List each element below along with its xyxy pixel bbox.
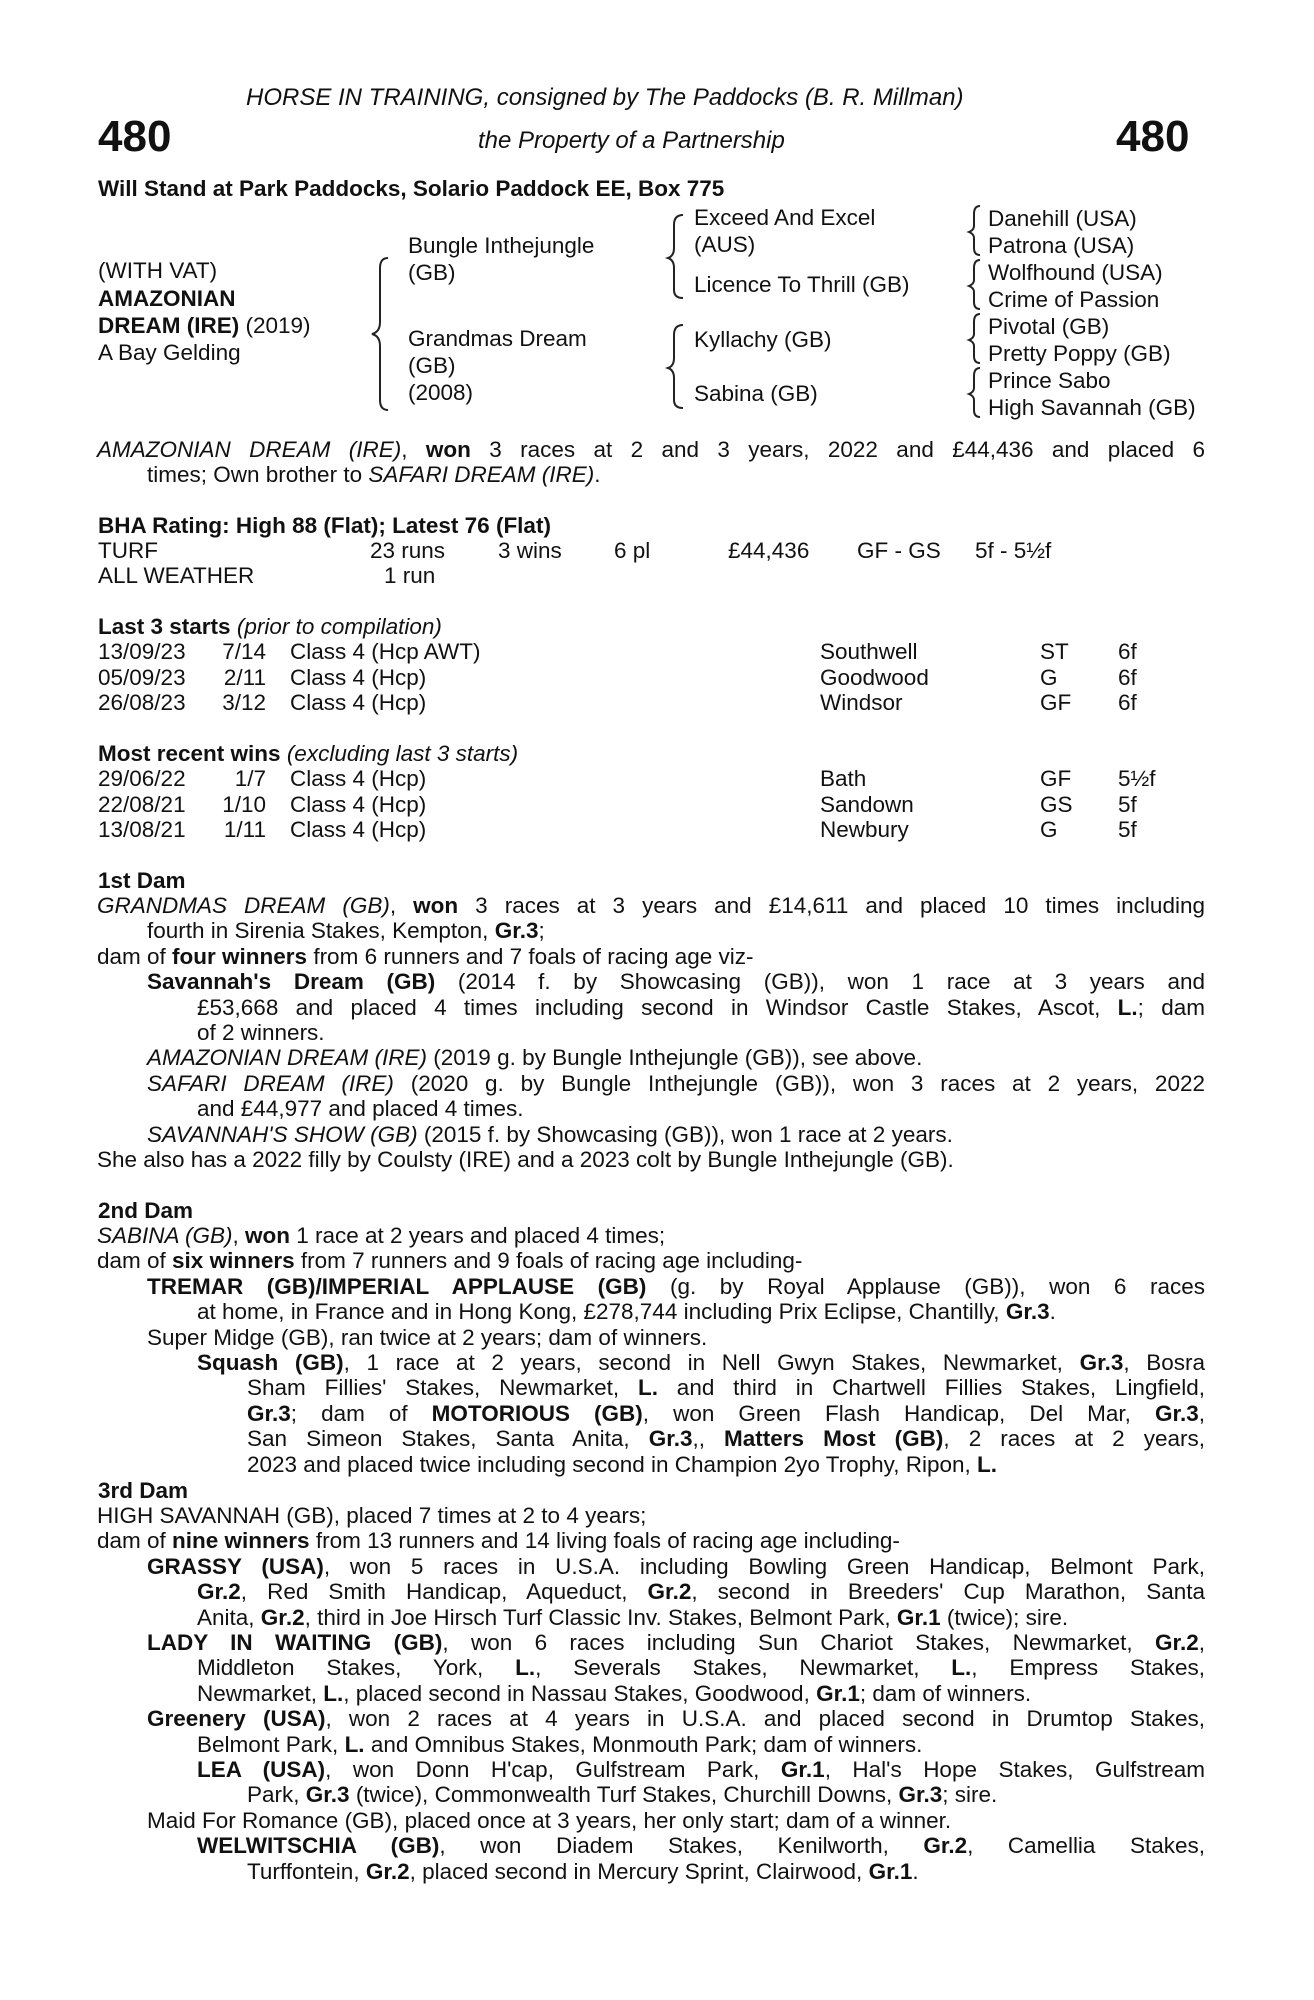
lw-2c: , Empress Stakes, xyxy=(971,1655,1205,1681)
turf-prize: £44,436 xyxy=(728,538,810,563)
dam-name-l2: (GB) xyxy=(408,353,456,378)
progeny1-listed: L. xyxy=(1117,994,1138,1020)
last-start-cls: Class 4 (Hcp) xyxy=(290,690,427,715)
lot-number-left: 480 xyxy=(98,112,172,161)
dam1-text: 3 races at 3 years and £14,611 and placed 10 times including xyxy=(458,893,1205,918)
squash-4b: ,, xyxy=(692,1426,725,1452)
progeny-savannahs-dream: Savannah's Dream (GB) xyxy=(147,969,436,995)
w-2gr: Gr.2 xyxy=(365,1858,410,1884)
squash-4a: San Simeon Stakes, Santa Anita, xyxy=(247,1426,649,1452)
w-1b: , Camellia Stakes, xyxy=(967,1833,1205,1859)
dam2-line2c: from 7 runners and 9 foals of racing age including- xyxy=(294,1248,803,1274)
ancestor-6: Pretty Poppy (GB) xyxy=(988,341,1171,366)
brace-g1 xyxy=(969,206,980,255)
lw-2b: , Severals Stakes, Newmarket, xyxy=(535,1655,952,1681)
grassy-3a: Anita, xyxy=(197,1604,261,1630)
w-1gr: Gr.2 xyxy=(923,1833,968,1859)
turf-wins: 3 wins xyxy=(498,538,562,563)
progeny-maid-for-romance: Maid For Romance (GB), placed once at 3 years, her only start; dam of a winner. xyxy=(147,1807,952,1833)
lea-2a: Park, xyxy=(247,1782,306,1808)
second-dam-title: 2nd Dam xyxy=(98,1198,194,1223)
recent-win-course: Sandown xyxy=(820,791,914,817)
sire-name-l1: Bungle Inthejungle xyxy=(408,233,595,258)
last-start-cls: Class 4 (Hcp AWT) xyxy=(290,639,481,664)
last-start-course: Windsor xyxy=(820,690,903,715)
progeny1-text-a: (2014 f. by Showcasing (GB)), won 1 race at 3 years and xyxy=(435,969,1205,995)
lea-2gr: Gr.3 xyxy=(305,1782,350,1808)
lw-2l: L. xyxy=(515,1655,536,1681)
dam3-winners: nine winners xyxy=(172,1528,310,1554)
last-start-dist: 6f xyxy=(1118,664,1137,690)
last-start-date: 13/09/23 xyxy=(98,639,186,664)
brace-main xyxy=(372,258,388,410)
dam2-name: SABINA (GB) xyxy=(97,1223,233,1248)
last-start-dist: 6f xyxy=(1118,639,1137,664)
grassy-2b: , second in Breeders' Cup Marathon, Santa xyxy=(691,1579,1205,1605)
squash-4gr: Gr.3 xyxy=(648,1426,693,1452)
recent-wins-subtitle: (excluding last 3 starts) xyxy=(286,741,519,766)
lw-1gr: Gr.2 xyxy=(1154,1630,1199,1656)
turf-distance: 5f - 5½f xyxy=(975,538,1052,563)
last-start-pos: 3/12 xyxy=(222,690,266,715)
squash-2l: L. xyxy=(637,1375,658,1401)
lw-1b: , xyxy=(1198,1630,1206,1656)
sire-sire-l2: (AUS) xyxy=(694,232,756,257)
horse-name-line1: AMAZONIAN xyxy=(98,286,236,311)
dam3-line2a: dam of xyxy=(97,1528,173,1554)
progeny-motorious: MOTORIOUS (GB) xyxy=(431,1400,643,1426)
dam-name-l1: Grandmas Dream xyxy=(408,326,587,351)
lea-2c: ; sire. xyxy=(942,1782,998,1808)
summary-won: won xyxy=(425,437,471,462)
summary-brother: SAFARI DREAM (IRE) xyxy=(368,462,595,488)
sire-name-l2: (GB) xyxy=(408,260,456,285)
property-line: the Property of a Partnership xyxy=(478,127,785,154)
squash-5l: L. xyxy=(977,1451,998,1477)
squash-2b: and third in Chartwell Fillies Stakes, Lingfield, xyxy=(657,1375,1205,1401)
recent-win-date: 13/08/21 xyxy=(98,817,186,842)
recent-win-pos: 1/7 xyxy=(234,766,266,791)
squash-1a: , 1 race at 2 years, second in Nell Gwyn Stakes, Newmarket, xyxy=(343,1350,1080,1376)
tremar-text-b: at home, in France and in Hong Kong, £278,744 including Prix Eclipse, Chantilly, xyxy=(197,1299,1006,1325)
recent-win-cls: Class 4 (Hcp) xyxy=(290,791,427,817)
last-start-date: 05/09/23 xyxy=(98,664,186,690)
bha-rating: BHA Rating: High 88 (Flat); Latest 76 (Flat) xyxy=(98,513,551,538)
lw-3l: L. xyxy=(323,1680,344,1706)
dam2-line2a: dam of xyxy=(97,1248,173,1274)
dam3-name-line: HIGH SAVANNAH (GB), placed 7 times at 2 to 4 years; xyxy=(97,1503,647,1528)
progeny-savannahs-show: SAVANNAH'S SHOW (GB) xyxy=(147,1121,418,1147)
last-starts-title: Last 3 starts xyxy=(98,614,231,639)
last-start-course: Goodwood xyxy=(820,664,929,690)
summary-horse-name: AMAZONIAN DREAM (IRE) xyxy=(97,437,402,462)
lw-1a: , won 6 races including Sun Chariot Stakes, Newmarket, xyxy=(442,1630,1155,1656)
grassy-2gr2: Gr.2 xyxy=(647,1579,692,1605)
recent-win-going: GF xyxy=(1040,766,1072,791)
lw-3gr: Gr.1 xyxy=(816,1680,860,1706)
progeny-lea: LEA (USA) xyxy=(197,1757,326,1783)
horse-year: (2019) xyxy=(245,313,311,338)
progeny2-text: (2019 g. by Bungle Inthejungle (GB)), see above. xyxy=(427,1045,923,1071)
grassy-2a: , Red Smith Handicap, Aqueduct, xyxy=(240,1579,648,1605)
lw-3c: ; dam of winners. xyxy=(859,1680,1032,1706)
w-2c: . xyxy=(912,1858,919,1884)
ancestor-1: Danehill (USA) xyxy=(988,206,1137,231)
lw-2a: Middleton Stakes, York, xyxy=(197,1655,516,1681)
dam3-line2c: from 13 runners and 14 living foals of racing age including- xyxy=(309,1528,900,1554)
lea-1b: , Hal's Hope Stakes, Gulfstream xyxy=(824,1757,1205,1783)
lea-1a: , won Donn H'cap, Gulfstream Park, xyxy=(325,1757,781,1783)
sire-sire-l1: Exceed And Excel xyxy=(694,205,876,230)
recent-win-date: 29/06/22 xyxy=(98,766,186,791)
turf-placed: 6 pl xyxy=(614,538,651,563)
greenery-1: , won 2 races at 4 years in U.S.A. and placed second in Drumtop Stakes, xyxy=(325,1706,1206,1732)
dam1-grade: Gr.3 xyxy=(494,918,539,944)
greenery-2a: Belmont Park, xyxy=(197,1731,345,1757)
last-start-course: Southwell xyxy=(820,639,918,664)
vat-note: (WITH VAT) xyxy=(98,258,218,283)
lot-number-right: 480 xyxy=(1116,112,1190,161)
last-start-dist: 6f xyxy=(1118,690,1137,715)
recent-win-dist: 5f xyxy=(1118,791,1137,817)
progeny-matters-most: Matters Most (GB) xyxy=(724,1426,944,1452)
last-start-pos: 7/14 xyxy=(222,639,266,664)
aw-runs: 1 run xyxy=(384,563,436,588)
squash-1gr: Gr.3 xyxy=(1079,1350,1124,1376)
squash-4c: , 2 races at 2 years, xyxy=(943,1426,1205,1452)
last-start-cls: Class 4 (Hcp) xyxy=(290,664,427,690)
squash-3gr: Gr.3 xyxy=(247,1400,291,1426)
ancestor-7: Prince Sabo xyxy=(988,368,1111,393)
last-start-date: 26/08/23 xyxy=(98,690,186,715)
grassy-1: , won 5 races in U.S.A. including Bowling Green Handicap, Belmont Park, xyxy=(323,1553,1205,1579)
brace-dam xyxy=(668,325,683,408)
brace-g3 xyxy=(969,314,980,363)
aw-label: ALL WEATHER xyxy=(98,563,255,588)
dam-dam: Sabina (GB) xyxy=(694,381,818,406)
sire-dam: Licence To Thrill (GB) xyxy=(694,272,910,297)
progeny-safari-dream: SAFARI DREAM (IRE) xyxy=(147,1070,394,1096)
dam1-winners: four winners xyxy=(172,943,308,969)
lw-2l2: L. xyxy=(951,1655,972,1681)
progeny1-text-b1: £53,668 and placed 4 times including second in Windsor Castle Stakes, Ascot, xyxy=(197,994,1118,1020)
recent-win-going: GS xyxy=(1040,791,1073,817)
last-start-going: ST xyxy=(1040,639,1069,664)
recent-win-course: Bath xyxy=(820,766,867,791)
lea-1gr: Gr.1 xyxy=(780,1757,825,1783)
dam-year: (2008) xyxy=(408,380,474,405)
progeny-grassy: GRASSY (USA) xyxy=(147,1553,324,1579)
last-start-going: G xyxy=(1040,664,1058,690)
grassy-3b: , third in Joe Hirsch Turf Classic Inv. Stakes, Belmont Park, xyxy=(304,1604,897,1630)
dam1-name: GRANDMAS DREAM (GB) xyxy=(97,893,390,918)
turf-going: GF - GS xyxy=(857,538,941,563)
greenery-2l: L. xyxy=(344,1731,365,1757)
ancestor-4: Crime of Passion xyxy=(988,287,1160,312)
squash-3b: , won Green Flash Handicap, Del Mar, xyxy=(642,1400,1155,1426)
second-dam-text: SABINA (GB), won 1 race at 2 years and placed 4 times; dam of six winners from 7 runners and 9 foals of racing age including- TREMAR (GB)/IMPERIAL APPLAUSE (GB) (g. by Royal Applause (GB)), won 6 races at home, in France and in Hong Kong, £278,744 including Prix Eclipse, Chantilly, Gr.3. Super Midge (GB), ran twice at 2 years; dam of winners. Squash (GB), 1 race at 2 years, second in Nell Gwyn Stakes, Newmarket, Gr.3, Bosra Sham Fillies' Stakes, Newmarket, L. and third in Chartwell Fillies Stakes, Lingfield, Gr.3; dam of MOTORIOUS (GB), won Green Flash Handicap, Del Mar, Gr.3, San Simeon Stakes, Santa Anita, Gr.3,, Matters Most (GB), 2 races at 2 years, 2023 and placed twice including second in Champion 2yo Trophy, Ripon, L. xyxy=(97,1223,1205,1477)
recent-win-course: Newbury xyxy=(820,817,909,842)
grassy-3gr2: Gr.1 xyxy=(896,1604,941,1630)
progeny-tremar: TREMAR (GB)/IMPERIAL APPLAUSE (GB) xyxy=(147,1273,647,1299)
w-2a: Turffontein, xyxy=(247,1858,366,1884)
dam-sire: Kyllachy (GB) xyxy=(694,327,832,352)
first-dam-title: 1st Dam xyxy=(98,868,186,893)
dam1-also-has: She also has a 2022 filly by Coulsty (IRE) and a 2023 colt by Bungle Inthejungle (GB). xyxy=(97,1147,954,1173)
lw-3b: , placed second in Nassau Stakes, Goodwood, xyxy=(343,1680,817,1706)
horse-description: A Bay Gelding xyxy=(98,340,241,365)
horse-name-text: DREAM (IRE) xyxy=(98,313,240,338)
lea-2gr2: Gr.3 xyxy=(898,1782,943,1808)
summary-period: . xyxy=(594,462,601,488)
recent-win-dist: 5f xyxy=(1118,817,1137,842)
brace-sire xyxy=(668,215,683,298)
dam2-text: 1 race at 2 years and placed 4 times; xyxy=(289,1223,666,1248)
greenery-2b: and Omnibus Stakes, Monmouth Park; dam of winners. xyxy=(364,1731,923,1757)
squash-1b: , Bosra xyxy=(1123,1350,1205,1376)
progeny1-text-b2: ; dam xyxy=(1137,994,1206,1020)
last-starts-heading xyxy=(98,614,442,639)
recent-win-dist: 5½f xyxy=(1118,766,1156,791)
summary-text2: times; Own brother to xyxy=(147,462,369,488)
third-dam-title: 3rd Dam xyxy=(98,1478,189,1503)
progeny3-text-b: and £44,977 and placed 4 times. xyxy=(197,1096,524,1122)
dam1-line3c: from 6 runners and 7 foals of racing age viz- xyxy=(307,943,754,969)
grassy-3gr: Gr.2 xyxy=(260,1604,305,1630)
last-start-going: GF xyxy=(1040,690,1072,715)
squash-3a: ; dam of xyxy=(290,1400,432,1426)
dam1-won: won xyxy=(413,893,459,918)
progeny-super-midge: Super Midge (GB), ran twice at 2 years; dam of winners. xyxy=(147,1324,708,1350)
turf-label: TURF xyxy=(98,538,158,563)
first-dam-text: GRANDMAS DREAM (GB), won 3 races at 3 years and £14,611 and placed 10 times including fourth in Sirenia Stakes, Kempton, Gr.3; dam of four winners from 6 runners and 7 foals of racing age viz- Savannah's Dream (GB) (2014 f. by Showcasing (GB)), won 1 race at 3 years and £53,668 and placed 4 times including second in Windsor Castle Stakes, Ascot, L.; dam of 2 winners. AMAZONIAN DREAM (IRE) (2019 g. by Bungle Inthejungle (GB)), see above. SAFARI DREAM (IRE) (2020 g. by Bungle Inthejungle (GB)), won 3 races at 2 years, 2022 and £44,977 and placed 4 times. SAVANNAH'S SHOW (GB) (2015 f. by Showcasing (GB)), won 1 race at 2 years. She also has a 2022 filly by Coulsty (IRE) and a 2023 colt by Bungle Inthejungle (GB). xyxy=(97,893,1206,1173)
grassy-3c: (twice); sire. xyxy=(940,1604,1069,1630)
recent-win-going: G xyxy=(1040,817,1058,842)
squash-2a: Sham Fillies' Stakes, Newmarket, xyxy=(247,1375,638,1401)
summary-text1: 3 races at 2 and 3 years, 2022 and £44,436 and placed 6 xyxy=(470,437,1205,462)
last-starts-subtitle: (prior to compilation) xyxy=(236,614,442,639)
turf-runs: 23 runs xyxy=(370,538,446,563)
squash-3gr2: Gr.3 xyxy=(1154,1400,1199,1426)
dam1-line3a: dam of xyxy=(97,943,173,969)
progeny-amazonian-dream: AMAZONIAN DREAM (IRE) xyxy=(147,1045,428,1071)
lea-2b: (twice), Commonwealth Turf Stakes, Churchill Downs, xyxy=(349,1782,899,1808)
tremar-text-a: (g. by Royal Applause (GB)), won 6 races xyxy=(646,1273,1205,1299)
w-1a: , won Diadem Stakes, Kenilworth, xyxy=(439,1833,924,1859)
tremar-end: . xyxy=(1049,1299,1056,1325)
squash-3c: , xyxy=(1198,1400,1205,1426)
recent-win-pos: 1/11 xyxy=(223,817,266,842)
squash-5a: 2023 and placed twice including second in Champion 2yo Trophy, Ripon, xyxy=(247,1451,978,1477)
consignment-line: HORSE IN TRAINING, consigned by The Paddocks (B. R. Millman) xyxy=(246,84,964,111)
dam1-line2: fourth in Sirenia Stakes, Kempton, xyxy=(147,918,495,944)
w-2gr2: Gr.1 xyxy=(868,1858,913,1884)
recent-wins-heading xyxy=(98,741,518,766)
progeny-lady-in-waiting: LADY IN WAITING (GB) xyxy=(147,1630,443,1656)
brace-g2 xyxy=(969,260,980,309)
brace-g4 xyxy=(969,368,980,417)
dam2-won: won xyxy=(244,1223,290,1248)
recent-win-cls: Class 4 (Hcp) xyxy=(290,766,427,791)
progeny1-text-c: of 2 winners. xyxy=(197,1020,325,1046)
ancestor-3: Wolfhound (USA) xyxy=(988,260,1163,285)
last-start-pos: 2/11 xyxy=(223,664,266,690)
lw-3a: Newmarket, xyxy=(197,1680,324,1706)
recent-win-cls: Class 4 (Hcp) xyxy=(290,817,427,842)
progeny-greenery: Greenery (USA) xyxy=(147,1706,326,1732)
progeny-squash: Squash (GB) xyxy=(197,1350,344,1376)
recent-win-date: 22/08/21 xyxy=(98,791,186,817)
race-summary: AMAZONIAN DREAM (IRE), won 3 races at 2 and 3 years, 2022 and £44,436 and placed 6 times; Own brother to SAFARI DREAM (IRE). xyxy=(97,437,1205,488)
progeny4-text: (2015 f. by Showcasing (GB)), won 1 race at 2 years. xyxy=(417,1121,953,1147)
w-2b: , placed second in Mercury Sprint, Clairwood, xyxy=(409,1858,869,1884)
ancestor-5: Pivotal (GB) xyxy=(988,314,1110,339)
stand-location: Will Stand at Park Paddocks, Solario Paddock EE, Box 775 xyxy=(98,176,725,201)
ancestor-8: High Savannah (GB) xyxy=(988,395,1196,420)
dam2-winners: six winners xyxy=(172,1248,295,1274)
progeny-welwitschia: WELWITSCHIA (GB) xyxy=(197,1833,440,1859)
recent-win-pos: 1/10 xyxy=(222,791,266,817)
grassy-2gr: Gr.2 xyxy=(197,1579,241,1605)
dam1-line2-end: ; xyxy=(538,918,545,944)
third-dam-text xyxy=(97,1503,1205,1884)
progeny3-text-a: (2020 g. by Bungle Inthejungle (GB)), won 3 races at 2 years, 2022 xyxy=(393,1070,1205,1096)
recent-wins-title: Most recent wins xyxy=(98,741,281,766)
tremar-grade: Gr.3 xyxy=(1005,1299,1050,1325)
ancestor-2: Patrona (USA) xyxy=(988,233,1135,258)
